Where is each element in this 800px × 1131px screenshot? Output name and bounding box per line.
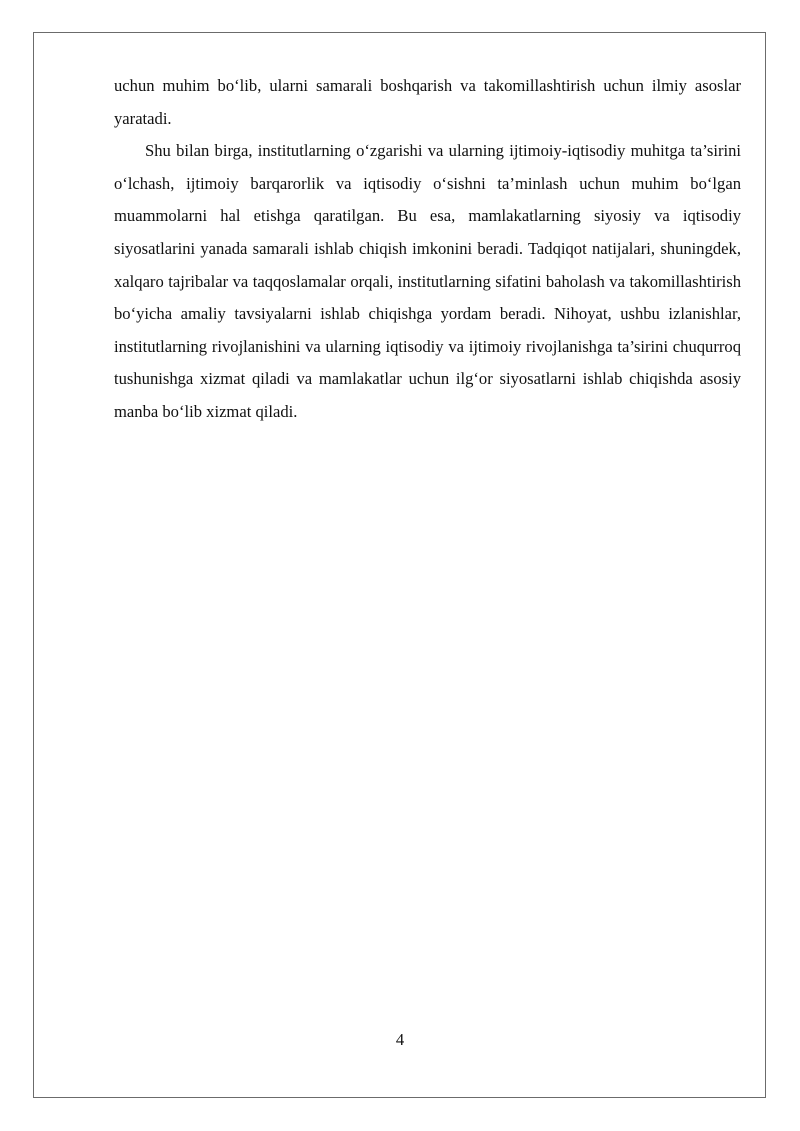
paragraph-main: Shu bilan birga, institutlarning o‘zgarishi va ularning ijtimoiy-iqtisodiy muhitga ta’sirini o‘lchash, ijtimoiy barqarorlik va iqtisodiy o‘sishni ta’minlash uchun muhim bo‘lgan muammolarni hal etishga qaratilgan. Bu esa, mamlakatlarning siyosiy va iqtisodiy siyosatlarini yanada samarali ishlab chiqish imkonini beradi. Tadqiqot natijalari, shuningdek, xalqaro tajribalar va taqqoslamalar orqali, institutlarning sifatini baholash va takomillashtirish bo‘yicha amaliy tavsiyalarni ishlab chiqishga yordam beradi. Nihoyat, ushbu izlanishlar, institutlarning rivojlanishini va ularning iqtisodiy va ijtimoiy rivojlanishga ta’sirini chuqurroq tushunishga xizmat qiladi va mamlakatlar uchun ilg‘or siyosatlarni ishlab chiqishda asosiy manba bo‘lib xizmat qiladi.	[114, 141, 741, 421]
body-text	[114, 70, 741, 429]
paragraph-continuation: uchun muhim bo‘lib, ularni samarali boshqarish va takomillashtirish uchun ilmiy asoslar yaratadi.	[114, 76, 741, 128]
page-number: 4	[395, 1030, 405, 1049]
